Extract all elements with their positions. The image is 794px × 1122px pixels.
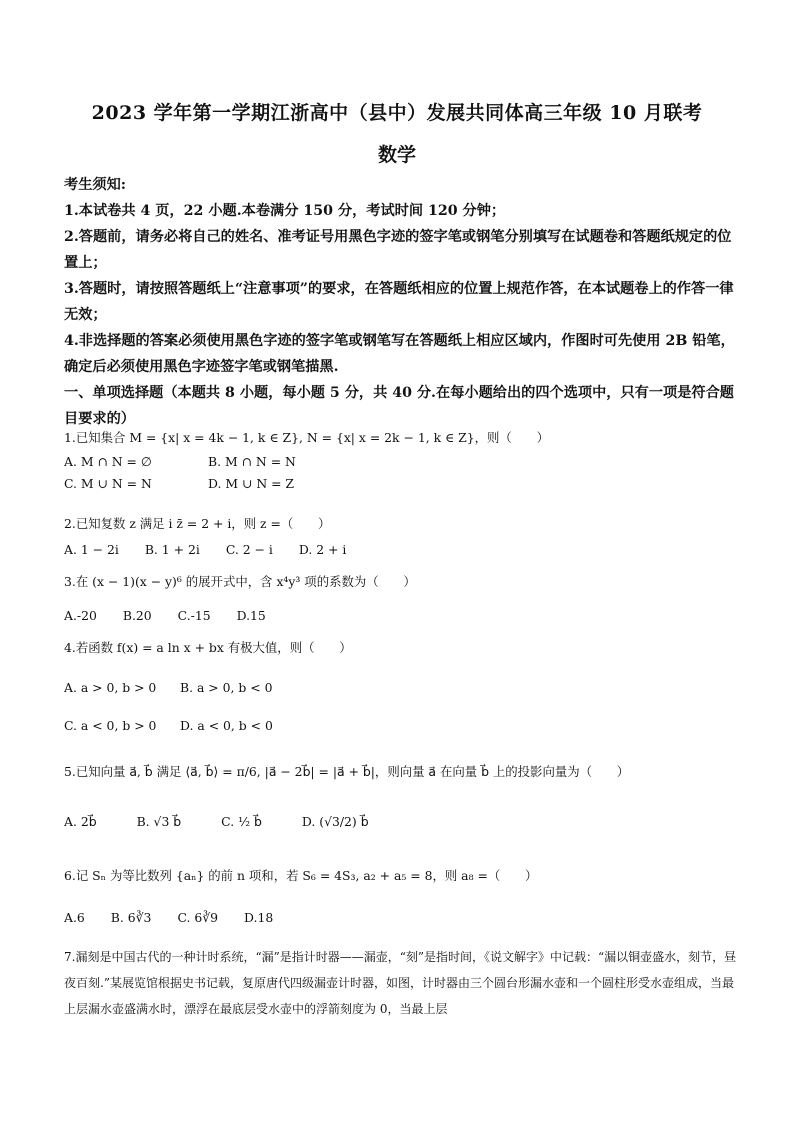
option-d: D. 2 + i xyxy=(298,542,347,557)
option-c: C.-15 xyxy=(177,608,211,623)
option-d: D.18 xyxy=(244,910,274,925)
notice-heading: 考生须知: xyxy=(64,177,126,193)
option-b: B. √3 b⃗ xyxy=(136,814,182,829)
question-6 xyxy=(64,866,744,928)
option-b: B. 1 + 2i xyxy=(144,542,200,557)
option-d: D. M ∪ N = Z xyxy=(208,476,295,491)
options-line xyxy=(64,908,744,928)
option-d: D.15 xyxy=(236,608,266,623)
notice-item: 1.本试卷共 4 页，22 小题.本卷满分 150 分，考试时间 120 分钟； xyxy=(64,203,506,219)
question-7 xyxy=(64,944,744,1022)
question-stem: 7.漏刻是中国古代的一种计时系统，“漏”是指计时器——漏壶，“刻”是指时间，《说文解字》中记载：“漏以铜壶盛水，刻节，昼夜百刻.”某展览馆根据史书记载，复原唐代四级漏壶计时器，如图，计时器由三个圆台形漏水壶和一个圆柱形受水壶组成，当最上层漏水壶盛满水时，漂浮在最底层受水壶中的浮箭刻度为 0，当最上层 xyxy=(64,950,737,1016)
option-c: C. 2 − i xyxy=(225,542,273,557)
option-c: C. ½ b⃗ xyxy=(221,814,262,829)
question-3 xyxy=(64,572,744,626)
option-b: B. a > 0, b < 0 xyxy=(180,680,273,695)
exam-notice xyxy=(64,172,736,432)
option-a: A. 1 − 2i xyxy=(64,542,119,557)
notice-item: 2.答题前，请务必将自己的姓名、准考证号用黑色字迹的签字笔或钢笔分别填写在试题卷和答题纸规定的位置上； xyxy=(64,229,732,271)
options-line xyxy=(64,678,744,698)
question-stem: 3.在 (x − 1)(x − y)⁶ 的展开式中，含 x⁴y³ 项的系数为（ ） xyxy=(64,574,416,589)
section-heading: 一、单项选择题（本题共 8 小题，每小题 5 分，共 40 分.在每小题给出的四个选项中，只有一项是符合题目要求的） xyxy=(64,385,734,427)
options-line xyxy=(64,540,744,560)
option-b: B. M ∩ N = N xyxy=(208,454,296,469)
options-line xyxy=(64,606,744,626)
option-d: D. a < 0, b < 0 xyxy=(180,718,273,733)
options-line xyxy=(64,812,744,832)
option-a: A.-20 xyxy=(64,608,97,623)
notice-item: 3.答题时，请按照答题纸上“注意事项”的要求，在答题纸相应的位置上规范作答，在本试题卷上的作答一律无效； xyxy=(64,281,734,323)
question-4 xyxy=(64,638,744,736)
question-stem: 6.记 Sₙ 为等比数列 {aₙ} 的前 n 项和，若 S₆ = 4S₃, a₂ + a₅ = 8，则 a₈ =（ ） xyxy=(64,868,538,883)
question-1 xyxy=(64,428,744,494)
exam-title: 2023 学年第一学期江浙高中（县中）发展共同体高三年级 10 月联考 xyxy=(91,102,703,124)
options-line xyxy=(64,716,744,736)
option-c: C. a < 0, b > 0 xyxy=(64,718,157,733)
exam-subject: 数学 xyxy=(377,144,416,166)
option-c: C. 6∛9 xyxy=(177,910,219,925)
notice-item: 4.非选择题的答案必须使用黑色字迹的签字笔或钢笔写在答题纸上相应区域内，作图时可先使用 2B 铅笔，确定后必须使用黑色字迹签字笔或钢笔描黑. xyxy=(64,333,735,375)
option-c: C. M ∪ N = N xyxy=(64,476,152,491)
question-stem: 4.若函数 f(x) = a ln x + bx 有极大值，则（ ） xyxy=(64,640,352,655)
option-b: B.20 xyxy=(122,608,152,623)
options-line xyxy=(64,474,744,494)
option-a: A.6 xyxy=(64,910,85,925)
question-stem: 1.已知集合 M = {x| x = 4k − 1, k ∈ Z}, N = {x| x = 2k − 1, k ∈ Z}，则（ ） xyxy=(64,430,549,445)
option-a: A. M ∩ N = ∅ xyxy=(64,454,152,469)
options-row xyxy=(64,452,744,494)
option-a: A. a > 0, b > 0 xyxy=(64,680,157,695)
question-5 xyxy=(64,762,744,832)
option-b: B. 6∛3 xyxy=(110,910,152,925)
question-stem: 5.已知向量 a⃗, b⃗ 满足 ⟨a⃗, b⃗⟩ = π/6, |a⃗ − 2b⃗| = |a⃗ + b⃗|，则向量 a⃗ 在向量 b⃗ 上的投影向量为（ ） xyxy=(64,764,630,779)
question-stem: 2.已知复数 z 满足 i z̄ = 2 + i，则 z =（ ） xyxy=(64,516,331,531)
question-2 xyxy=(64,514,744,560)
option-d: D. (√3/2) b⃗ xyxy=(301,814,369,829)
options-line xyxy=(64,452,744,472)
option-a: A. 2b⃗ xyxy=(64,814,97,829)
